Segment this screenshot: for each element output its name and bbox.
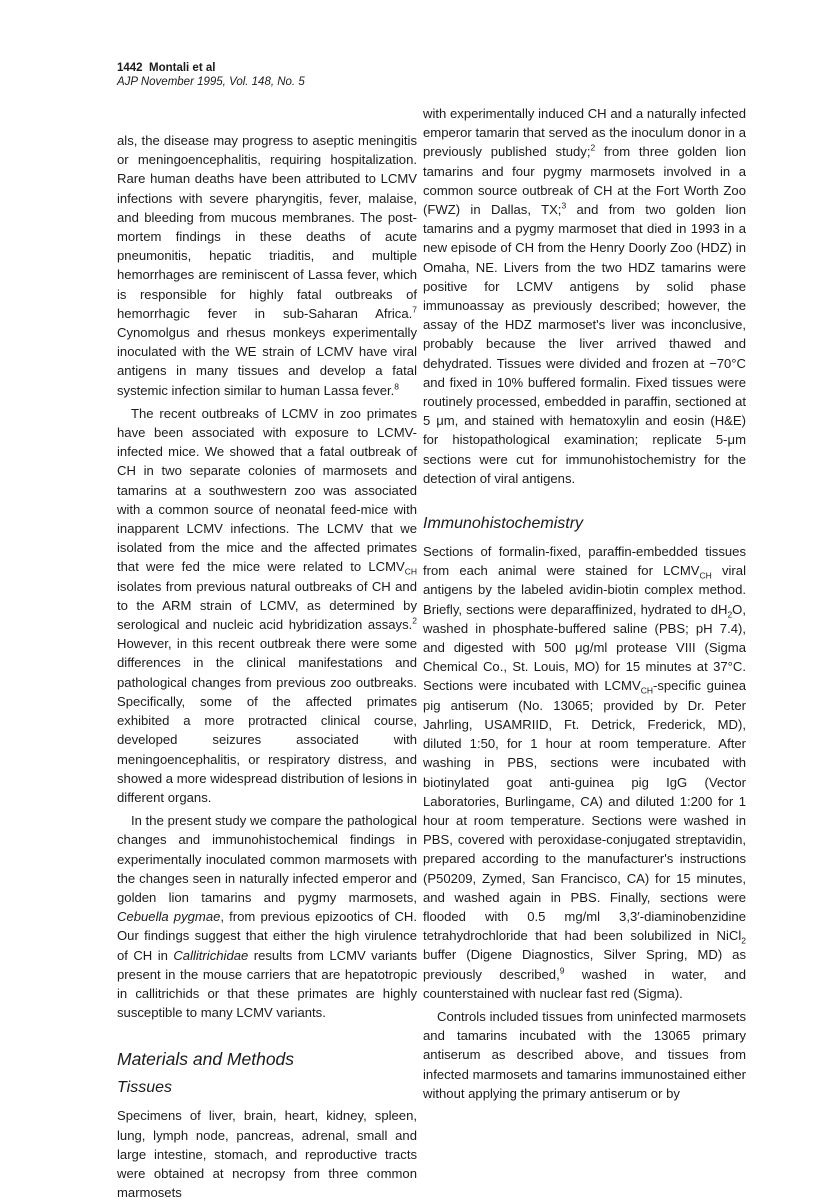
paragraph: The recent outbreaks of LCMV in zoo primates have been associated with exposure to LCMV-infected mice. We showed that a fatal outbreak of CH in two separate colonies of marmosets and tamarins at a southwestern zoo was associated with a common source of neonatal feed-mice with inapparent LCMV infections. The LCMV that we isolated from the mice and the affected primates that were fed the mice were related to $LCMV_{CH}$ isolates from previous natural outbreaks of CH and to the ARM strain of LCMV, as determined by serological and nucleic acid hybridization assays.$^2$ However, in this recent outbreak there were some differences in the clinical manifestations and pathological changes from previous zoo outbreaks. Specifically, some of the affected primates exhibited a more protracted clinical course, developed seizures associated with meningoencephalitis, or respiratory distress, and showed a more widespread distribution of lesions in different organs. — [117, 405, 417, 805]
subsection-heading: Immunohistochemistry — [423, 515, 584, 533]
running-header — [117, 61, 305, 89]
paragraph: als, the disease may progress to aseptic meningitis or meningoencephalitis, requiring hospitalization. Rare human deaths have been attributed to LCMV infections with severe pharyngitis, fever, malaise, and bleeding from mucous membranes. The post-mortem findings in these deaths of acute pneumonitis, hepatic triaditis, and multiple hemorrhages are reminiscent of Lassa fever, which is responsible for highly fatal outbreaks of hemorrhagic fever in sub-Saharan Africa.$^7$ Cynomolgus and rhesus monkeys experimentally inoculated with the WE strain of LCMV have viral antigens in many tissues and develop a fatal systemic infection similar to human Lassa fever.$^8$ — [117, 133, 417, 398]
page-number: 1442 — [117, 62, 143, 74]
paragraph: In the present study we compare the pathological changes and immunohistochemical findings in experimentally inoculated common marmosets with the changes seen in naturally infected emperor and golden lion tamarins and pygmy marmosets, Cebuella pygmae, from previous epizootics of CH. Our findings suggest that either the high virulence of CH in Callitrichidae results from LCMV variants present in the mouse carriers that are hepatotropic in callitrichids or that these primates are highly susceptible to many LCMV variants. — [117, 813, 418, 1021]
paragraph: with experimentally induced CH and a naturally infected emperor tamarin that served as the inoculum donor in a previously published study;$^2$ from three golden lion tamarins and four pygmy marmosets involved in a common source outbreak of CH at the Fort Worth Zoo (FWZ) in Dallas, TX;$^3$ and from two golden lion tamarins and a pygmy marmoset that died in 1993 in a new episode of CH from the Henry Doorly Zoo (HDZ) in Omaha, NE. Livers from the two HDZ tamarins were positive for LCMV antigens by solid phase immunoassay as previously described; however, the assay of the HDZ marmoset's liver was inconclusive, probably because the liver arrived thawed and dehydrated. Tissues were divided and frozen at −70°C and fixed in 10% buffered formalin. Fixed tissues were routinely processed, embedded in paraffin, sectioned at 5 μm, and stained with hematoxylin and eosin (H&E) for histopathological examination; replicate 5-μm sections were cut for immunohistochemistry for the detection of viral antigens. — [423, 106, 746, 486]
journal-citation: AJP November 1995, Vol. 148, No. 5 — [117, 76, 305, 88]
authors: Montali et al — [148, 62, 216, 74]
right-column — [423, 104, 746, 1103]
section-heading: Materials and Methods — [117, 1049, 295, 1070]
subsection-heading: Tissues — [117, 1079, 172, 1097]
paragraph: Controls included tissues from uninfected marmosets and tamarins incubated with the 13065 primary antiserum as described above, and tissues from infected marmosets and tamarins immunostained either without applying the primary antiserum or by — [423, 1008, 746, 1101]
paragraph: Specimens of liver, brain, heart, kidney, spleen, lung, lymph node, pancreas, adrenal, small and large intestine, stomach, and reproductive tracts were obtained at necropsy from three common marmosets — [117, 1108, 417, 1201]
left-column — [117, 131, 417, 1202]
paragraph: Sections of formalin-fixed, paraffin-embedded tissues from each animal were stained for $LCMV_{CH}$ viral antigens by the labeled avidin-biotin complex method. Briefly, sections were deparaffinized, hydrated to $dH_2O$, washed in phosphate-buffered saline (PBS; pH 7.4), and digested with 500 μg/ml protease VIII (Sigma Chemical Co., St. Louis, MO) for 15 minutes at 37°C. Sections were incubated with $LCMV_{CH}$-specific guinea pig antiserum (No. 13065; provided by Dr. Peter Jahrling, USAMRIID, Ft. Detrick, Frederick, MD), diluted 1:50, for 1 hour at room temperature. After washing in PBS, sections were incubated with biotinylated goat anti-guinea pig IgG (Vector Laboratories, Burlingame, CA) and diluted 1:200 for 1 hour at room temperature. Sections were washed in PBS, covered with peroxidase-conjugated streptavidin, prepared according to the manufacturer's instructions (P50209, Zymed, San Francisco, CA) for 15 minutes, and washed again in PBS. Finally, sections were flooded with 0.5 mg/ml 3,3′-diaminobenzidine tetrahydrochloride that had been solubilized in NiCl$_2$ buffer (Digene Diagnostics, Silver Spring, MD) as previously described,$^9$ washed in water, and counterstained with nuclear fast red (Sigma). — [423, 544, 746, 1001]
